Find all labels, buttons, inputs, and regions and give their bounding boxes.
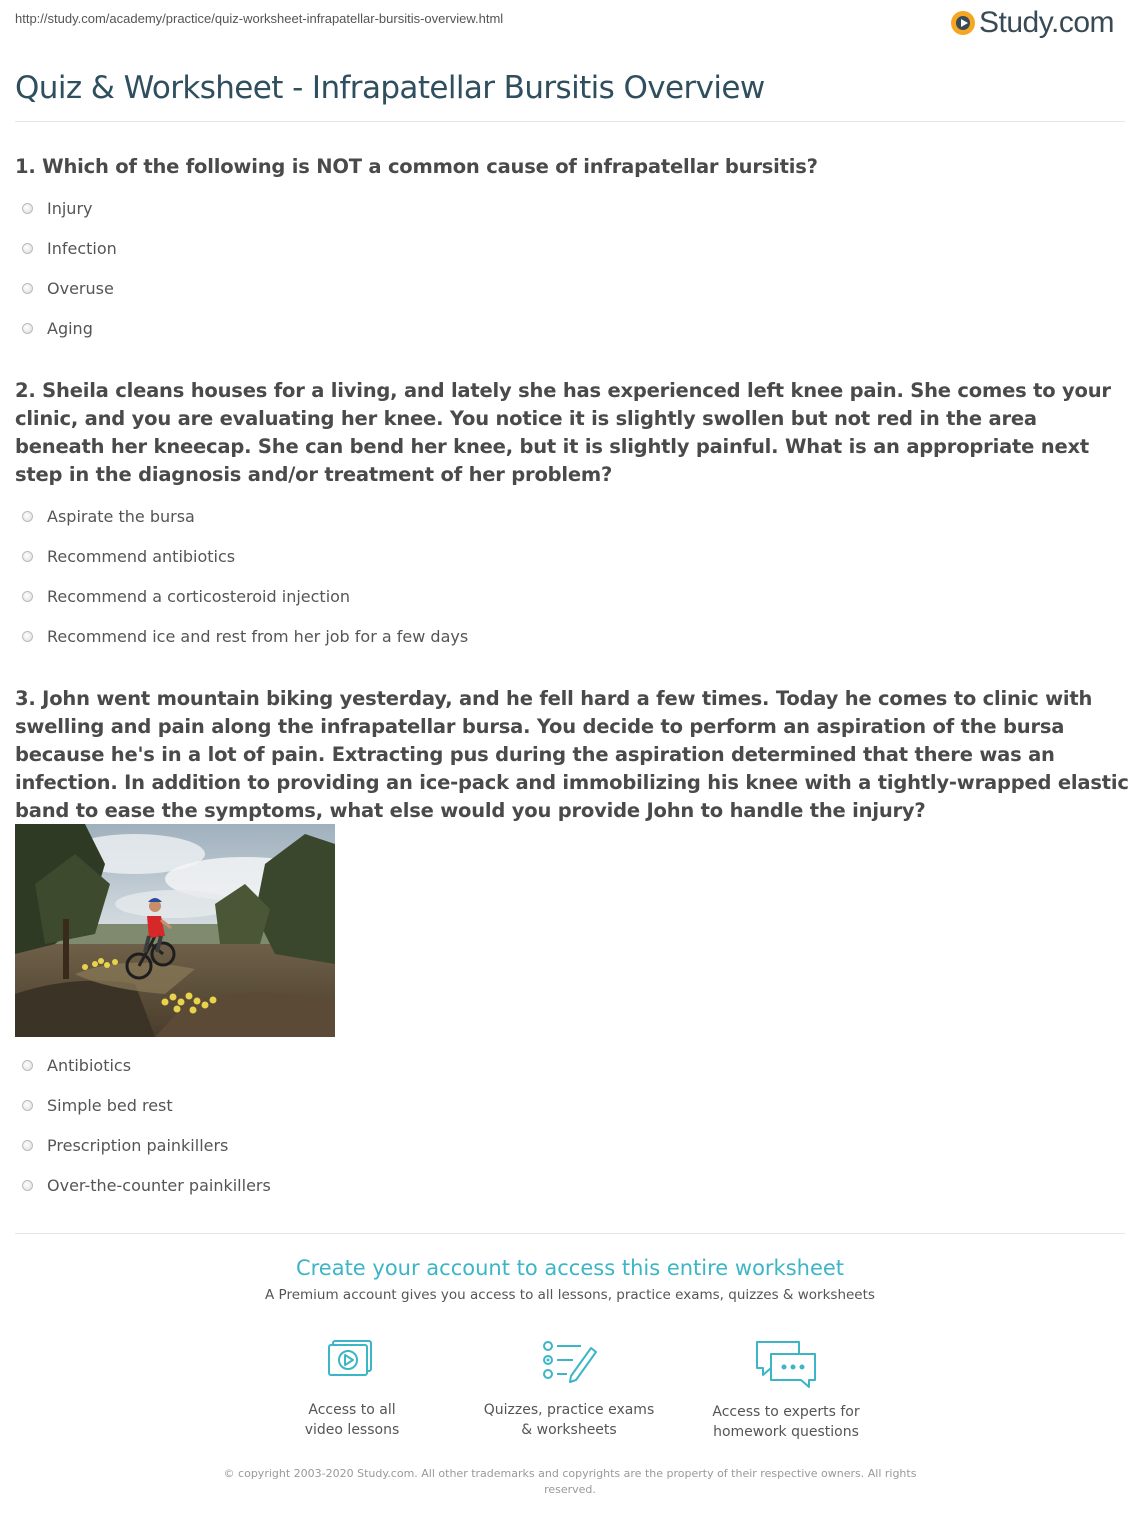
quiz-checklist-icon [541,1338,597,1388]
option-item[interactable] [22,308,117,348]
feature-video-lessons [252,1338,452,1440]
option-item[interactable] [22,1125,271,1165]
option-label: Overuse [47,278,114,298]
option-label: Aging [47,318,93,338]
radio-button[interactable] [22,323,33,334]
option-item[interactable] [22,188,117,228]
option-item[interactable] [22,536,468,576]
feature-label-line2: homework questions [713,1424,859,1440]
page-url[interactable]: http://study.com/academy/practice/quiz-worksheet-infrapatellar-bursitis-overview.html [15,11,504,26]
radio-button[interactable] [22,283,33,294]
feature-label-line2: video lessons [304,1422,400,1438]
option-item[interactable] [22,1045,271,1085]
option-item[interactable] [22,1165,271,1205]
radio-button[interactable] [22,1100,33,1111]
option-label: Injury [47,198,93,218]
cta-title[interactable]: Create your account to access this entire worksheet [295,1256,845,1280]
radio-button[interactable] [22,1140,33,1151]
option-item[interactable] [22,576,468,616]
question-2-text: 2. Sheila cleans houses for a living, and lately she has experienced left knee pain. She comes to your clinic, and you are evaluating her knee. You notice it is slightly swollen but not red in the area beneath her kneecap. She can bend her knee, but it is slightly painful. What is an appropriate next step in the diagnosis and/or treatment of her problem? [15,379,1111,486]
copyright-footer: © copyright 2003-2020 Study.com. All other trademarks and copyrights are the property of their respective owners. All rights reserved. [223,1467,917,1496]
chat-bubbles-icon [753,1338,819,1390]
logo-text: Study.com [979,6,1114,39]
option-item[interactable] [22,268,117,308]
option-label: Recommend antibiotics [47,546,236,566]
option-label: Over-the-counter painkillers [47,1175,271,1195]
radio-button[interactable] [22,1180,33,1191]
radio-button[interactable] [22,243,33,254]
cta-subtitle: A Premium account gives you access to all lessons, practice exams, quizzes & worksheets [265,1287,875,1303]
radio-button[interactable] [22,591,33,602]
option-item[interactable] [22,1085,271,1125]
play-circle-logo-icon [951,11,975,35]
feature-label-line2: & worksheets [521,1422,617,1438]
option-label: Antibiotics [47,1055,132,1075]
option-label: Aspirate the bursa [47,506,195,526]
radio-button[interactable] [22,631,33,642]
radio-button[interactable] [22,203,33,214]
question-1-options [22,188,117,348]
option-item[interactable] [22,616,468,656]
cta-divider [15,1233,1125,1234]
question-1-text: 1. Which of the following is NOT a common cause of infrapatellar bursitis? [15,155,818,178]
option-label: Prescription painkillers [47,1135,229,1155]
study-logo[interactable] [951,6,1114,40]
option-item[interactable] [22,496,468,536]
video-lessons-icon [324,1338,380,1388]
mountain-biker-photo [15,824,335,1037]
radio-button[interactable] [22,1060,33,1071]
option-label: Recommend ice and rest from her job for a few days [47,626,469,646]
radio-button[interactable] [22,551,33,562]
option-label: Recommend a corticosteroid injection [47,586,351,606]
question-3-text: 3. John went mountain biking yesterday, and he fell hard a few times. Today he comes to clinic with swelling and pain along the infrapatellar bursa. You decide to perform an aspiration of the bursa because he's in a lot of pain. Extracting pus during the aspiration determined that there was an infection. In addition to providing an ice-pack and immobilizing his knee with a tightly-wrapped elastic band to ease the symptoms, what else would you provide John to handle the injury? [15,687,1129,822]
question-2-options [22,496,468,656]
feature-experts [686,1338,886,1442]
feature-label-line1: Quizzes, practice exams [483,1402,655,1418]
radio-button[interactable] [22,511,33,522]
option-label: Simple bed rest [47,1095,173,1115]
question-3-options [22,1045,271,1205]
title-divider [15,121,1125,122]
option-label: Infection [47,238,117,258]
feature-label-line1: Access to experts for [712,1404,860,1420]
feature-label-line1: Access to all [308,1402,396,1418]
page-title: Quiz & Worksheet - Infrapatellar Bursitis Overview [15,70,765,106]
feature-quizzes [469,1338,669,1440]
option-item[interactable] [22,228,117,268]
